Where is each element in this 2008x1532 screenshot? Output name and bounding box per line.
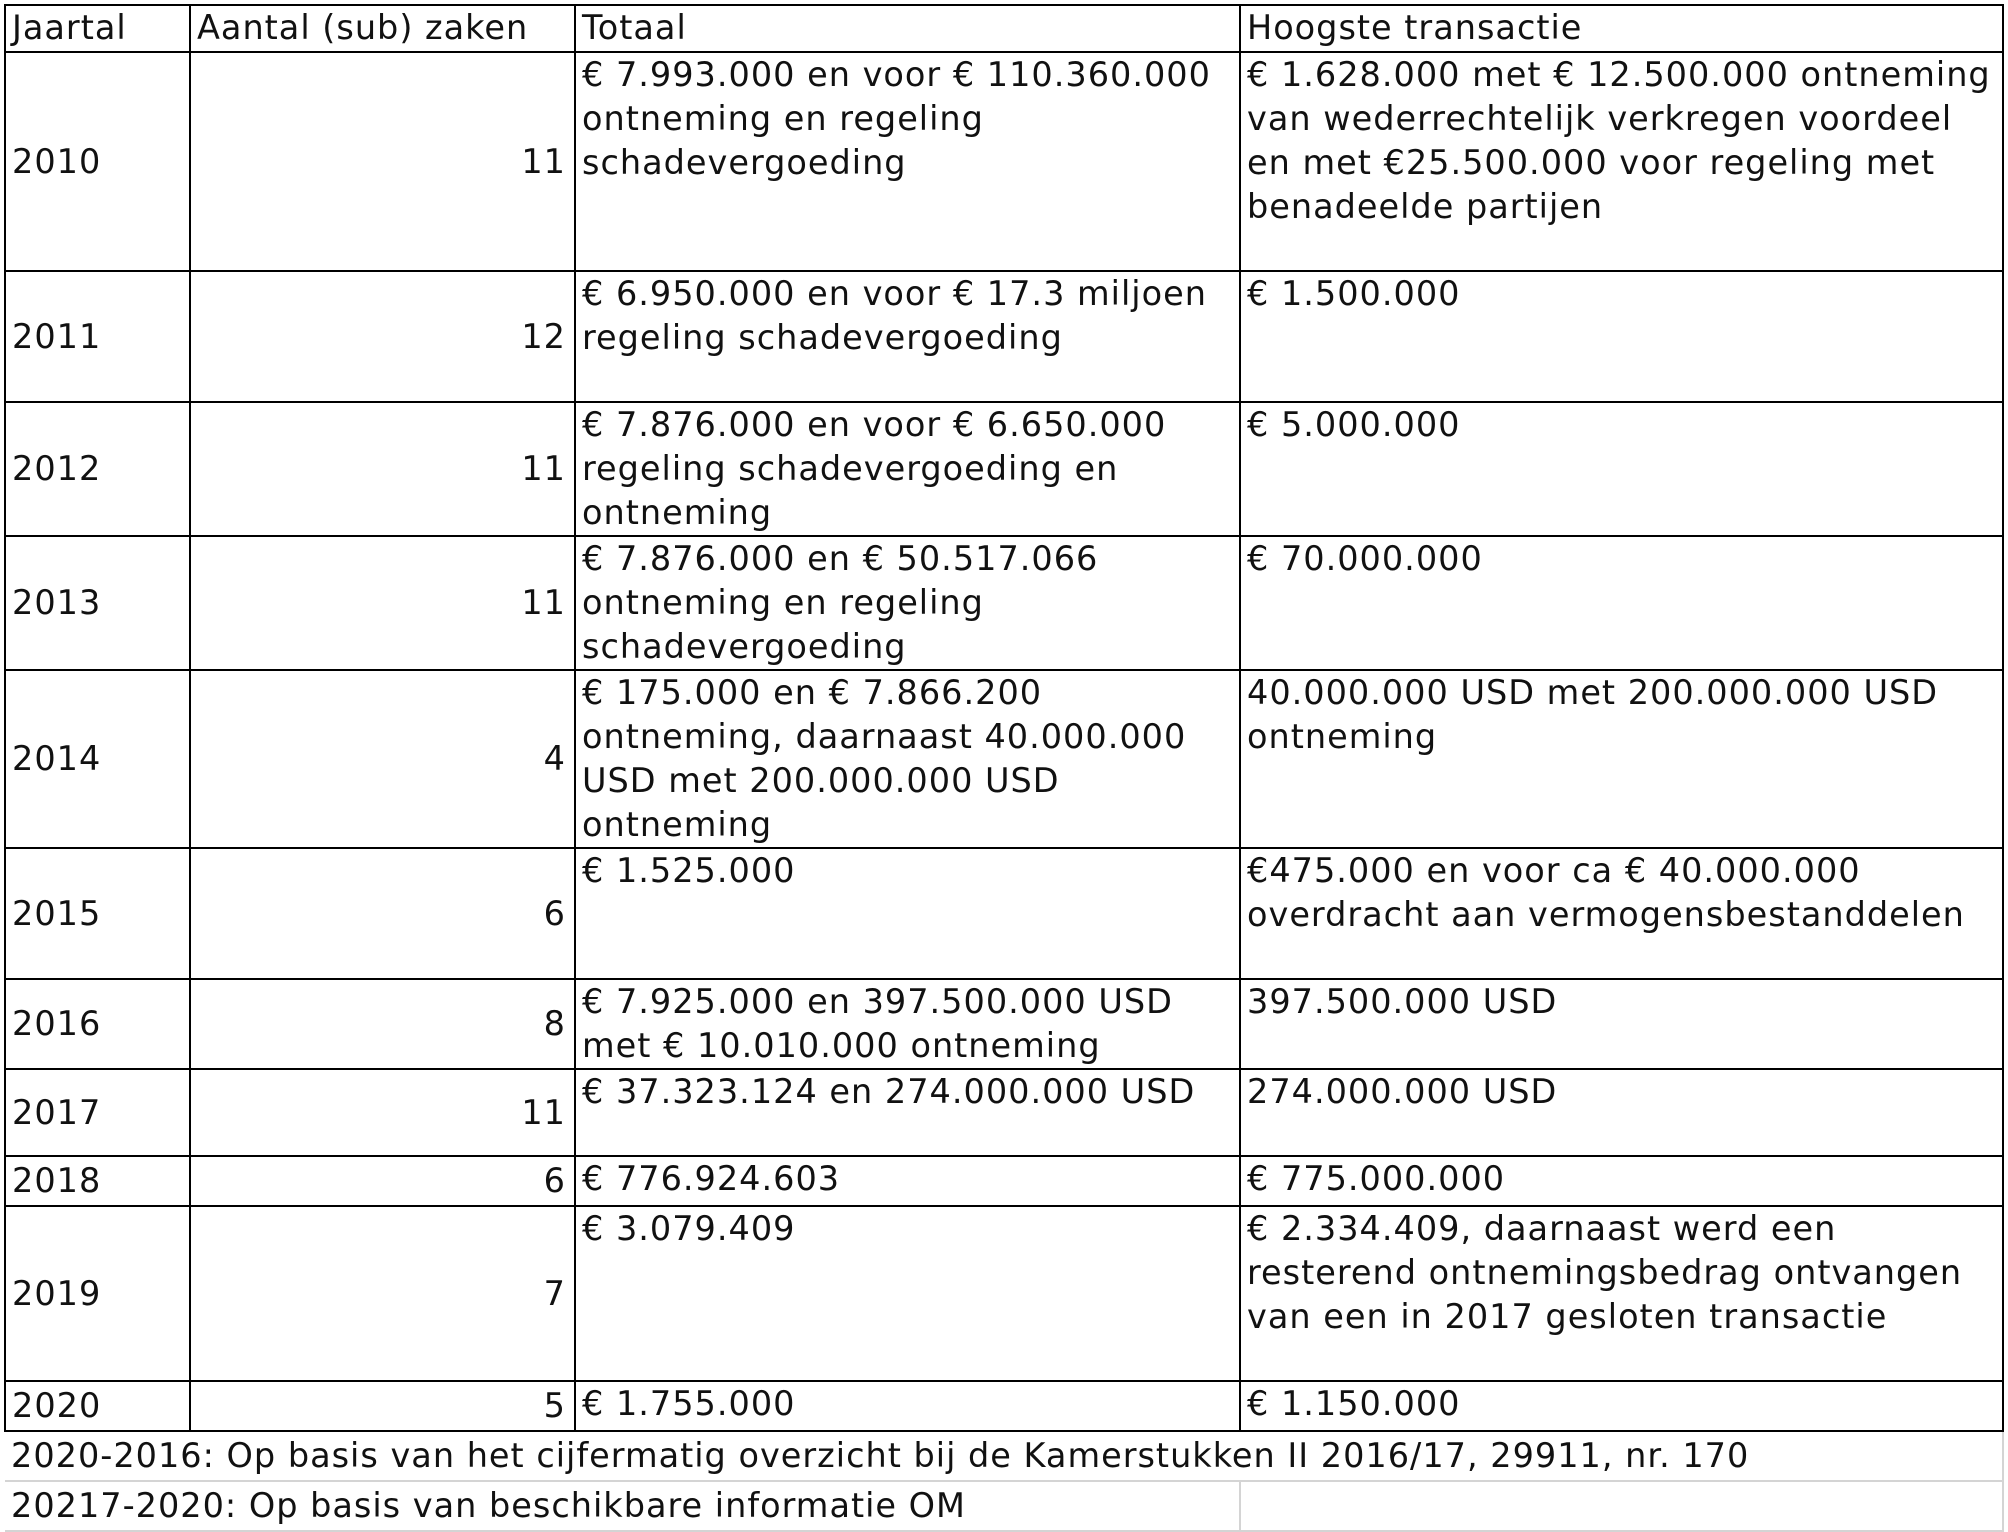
cell-count[interactable]: 6 — [190, 1156, 575, 1206]
cell-total[interactable]: € 37.323.124 en 274.000.000 USD — [575, 1069, 1240, 1156]
table-row — [5, 536, 2003, 670]
table-row — [5, 271, 2003, 402]
cell-year[interactable]: 2010 — [5, 52, 190, 271]
cell-total[interactable]: € 1.525.000 — [575, 848, 1240, 979]
table-row — [5, 402, 2003, 536]
header-count[interactable]: Aantal (sub) zaken — [190, 5, 575, 52]
cell-year[interactable]: 2014 — [5, 670, 190, 848]
cell-count[interactable]: 6 — [190, 848, 575, 979]
cell-year[interactable]: 2018 — [5, 1156, 190, 1206]
cell-total[interactable]: € 1.755.000 — [575, 1381, 1240, 1431]
cell-total[interactable]: € 6.950.000 en voor € 17.3 miljoen regeling schadevergoeding — [575, 271, 1240, 402]
cell-count[interactable]: 5 — [190, 1381, 575, 1431]
cell-total[interactable]: € 7.876.000 en voor € 6.650.000 regeling schadevergoeding en ontneming — [575, 402, 1240, 536]
cell-highest[interactable]: € 70.000.000 — [1240, 536, 2003, 670]
cell-year[interactable]: 2013 — [5, 536, 190, 670]
cell-count[interactable]: 11 — [190, 402, 575, 536]
table-row — [5, 1069, 2003, 1156]
cell-highest[interactable]: 397.500.000 USD — [1240, 979, 2003, 1069]
table-row — [5, 848, 2003, 979]
table-row — [5, 52, 2003, 271]
cell-year[interactable]: 2012 — [5, 402, 190, 536]
cell-year[interactable]: 2016 — [5, 979, 190, 1069]
cell-count[interactable]: 11 — [190, 52, 575, 271]
cell-count[interactable]: 12 — [190, 271, 575, 402]
cell-count[interactable]: 11 — [190, 536, 575, 670]
cell-highest[interactable]: € 1.500.000 — [1240, 271, 2003, 402]
source-note[interactable]: 20217-2020: Op basis van beschikbare informatie OM — [5, 1481, 1240, 1531]
cell-highest[interactable]: 274.000.000 USD — [1240, 1069, 2003, 1156]
cell-count[interactable]: 4 — [190, 670, 575, 848]
cell-total[interactable]: € 175.000 en € 7.866.200 ontneming, daarnaast 40.000.000 USD met 200.000.000 USD ontneming — [575, 670, 1240, 848]
cell-highest[interactable]: € 775.000.000 — [1240, 1156, 2003, 1206]
cell-total[interactable]: € 776.924.603 — [575, 1156, 1240, 1206]
table-row — [5, 1156, 2003, 1206]
cell-highest[interactable]: € 1.150.000 — [1240, 1381, 2003, 1431]
cell-total[interactable]: € 7.876.000 en € 50.517.066 ontneming en regeling schadevergoeding — [575, 536, 1240, 670]
table-row — [5, 979, 2003, 1069]
cell-year[interactable]: 2019 — [5, 1206, 190, 1381]
header-total[interactable]: Totaal — [575, 5, 1240, 52]
cell-total[interactable]: € 3.079.409 — [575, 1206, 1240, 1381]
cell-year[interactable]: 2017 — [5, 1069, 190, 1156]
cell-year[interactable]: 2011 — [5, 271, 190, 402]
empty-cell[interactable] — [1240, 1481, 2003, 1531]
cell-highest[interactable]: € 2.334.409, daarnaast werd een resterend ontnemingsbedrag ontvangen van een in 2017 gesloten transactie — [1240, 1206, 2003, 1381]
cell-total[interactable]: € 7.993.000 en voor € 110.360.000 ontneming en regeling schadevergoeding — [575, 52, 1240, 271]
cell-count[interactable]: 11 — [190, 1069, 575, 1156]
cell-count[interactable]: 7 — [190, 1206, 575, 1381]
header-year[interactable]: Jaartal — [5, 5, 190, 52]
table-row — [5, 1381, 2003, 1431]
source-note-row — [5, 1481, 2003, 1531]
source-note[interactable]: 2020-2016: Op basis van het cijfermatig overzicht bij de Kamerstukken II 2016/17, 29911, nr. 170 — [5, 1431, 2003, 1481]
transactions-table — [4, 4, 2004, 1532]
cell-year[interactable]: 2020 — [5, 1381, 190, 1431]
table-row — [5, 1206, 2003, 1381]
header-row — [5, 5, 2003, 52]
cell-highest[interactable]: €475.000 en voor ca € 40.000.000 overdracht aan vermogensbestanddelen — [1240, 848, 2003, 979]
cell-highest[interactable]: € 5.000.000 — [1240, 402, 2003, 536]
cell-highest[interactable]: € 1.628.000 met € 12.500.000 ontneming van wederrechtelijk verkregen voordeel en met €25.500.000 voor regeling met benadeelde partijen — [1240, 52, 2003, 271]
source-note-row — [5, 1431, 2003, 1481]
cell-highest[interactable]: 40.000.000 USD met 200.000.000 USD ontneming — [1240, 670, 2003, 848]
cell-year[interactable]: 2015 — [5, 848, 190, 979]
cell-total[interactable]: € 7.925.000 en 397.500.000 USD met € 10.010.000 ontneming — [575, 979, 1240, 1069]
cell-count[interactable]: 8 — [190, 979, 575, 1069]
header-highest[interactable]: Hoogste transactie — [1240, 5, 2003, 52]
table-row — [5, 670, 2003, 848]
